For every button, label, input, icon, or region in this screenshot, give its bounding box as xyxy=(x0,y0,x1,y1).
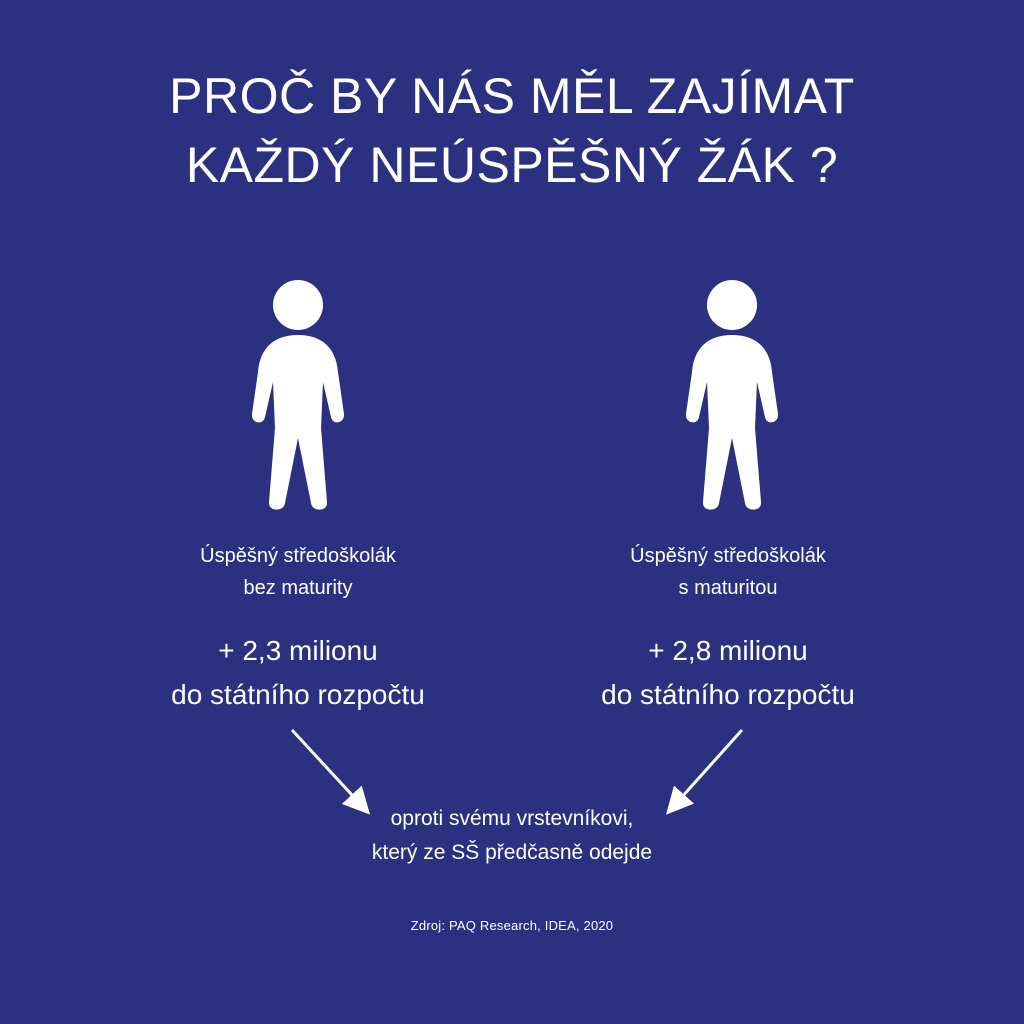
column-left-caption xyxy=(98,540,498,605)
comparison-note-line-2: který ze SŠ předčasně odejde xyxy=(371,841,653,865)
column-right-amount-value: + 2,8 milionu xyxy=(648,634,808,666)
page-title-line-2: KAŽDÝ NEÚSPĚŠNÝ ŽÁK ? xyxy=(185,137,839,193)
source-credit: Zdroj: PAQ Research, IDEA, 2020 xyxy=(410,918,614,933)
person-figure-icon-right xyxy=(672,278,792,518)
column-right-caption-line-1: Úspěšný středoškolák xyxy=(630,545,826,567)
person-figure-icon-left xyxy=(238,278,358,518)
comparison-note xyxy=(262,802,762,870)
page-title-line-1: PROČ BY NÁS MĚL ZAJÍMAT xyxy=(169,68,855,124)
arrow-left xyxy=(292,730,364,808)
column-left-caption-line-2: bez maturity xyxy=(243,577,353,600)
column-left-amount xyxy=(98,629,498,717)
column-right-amount xyxy=(528,629,928,717)
column-right-caption-line-2: s maturitou xyxy=(678,577,778,600)
column-left-caption-line-1: Úspěšný středoškolák xyxy=(200,545,396,567)
column-left-amount-detail: do státního rozpočtu xyxy=(171,679,425,711)
column-left-amount-value: + 2,3 milionu xyxy=(218,634,378,666)
figure-row xyxy=(0,278,1024,518)
arrow-right xyxy=(672,730,742,808)
column-right xyxy=(528,540,928,717)
column-left xyxy=(98,540,498,717)
comparison-note-line-1: oproti svému vrstevníkovi, xyxy=(390,807,634,830)
column-right-caption xyxy=(528,540,928,605)
column-right-amount-detail: do státního rozpočtu xyxy=(601,679,855,711)
page-title xyxy=(0,62,1024,200)
